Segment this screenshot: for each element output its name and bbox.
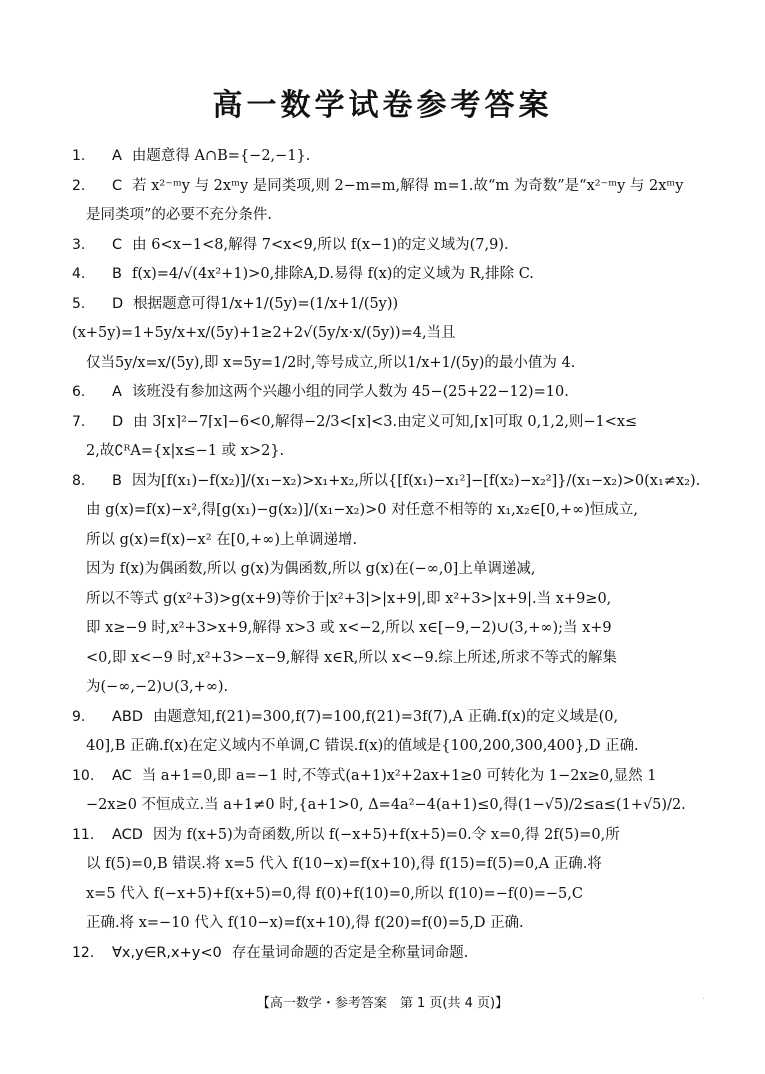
question-number: 7. xyxy=(72,413,86,430)
answer-item xyxy=(72,821,702,939)
answer-item xyxy=(72,260,702,290)
answer-item xyxy=(72,142,702,172)
explanation-text: 因为 f(x+5)为奇函数,所以 f(−x+5)+f(x+5)=0.令 x=0,得 2f(5)=0,所 xyxy=(152,826,620,843)
answer-line xyxy=(72,231,702,261)
explanation-line: 由 g(x)=f(x)−x²,得[g(x₁)−g(x₂)]/(x₁−x₂)>0 对任意不相等的 x₁,x₂∈[0,+∞)恒成立, xyxy=(86,502,639,518)
explanation-line: 2,故∁ᴿA={x|x≤−1 或 x>2}. xyxy=(86,443,285,459)
question-number: 8. xyxy=(72,472,86,489)
question-number: 2. xyxy=(72,177,86,194)
scan-mark: · xyxy=(701,994,705,1005)
answer-list xyxy=(72,142,702,968)
explanation-line: 正确.将 x=−10 代入 f(10−x)=f(x+10),得 f(20)=f(0)=5,D 正确. xyxy=(86,915,524,931)
explanation-line: 因为 f(x)为偶函数,所以 g(x)为偶函数,所以 g(x)在(−∞,0]上单调递减, xyxy=(86,561,536,577)
explanation-text: 若 x²⁻ᵐy 与 2xᵐy 是同类项,则 2−m=m,解得 m=1.故“m 为奇数”是“x²⁻ᵐy 与 2xᵐy xyxy=(132,177,684,194)
explanation-line: 为(−∞,−2)∪(3,+∞). xyxy=(86,679,229,695)
question-number: 3. xyxy=(72,236,86,253)
answer-choice: ACD xyxy=(112,826,143,843)
explanation-line: 40],B 正确.f(x)在定义域内不单调,C 错误.f(x)的值域是{100,200,300,400},D 正确. xyxy=(86,738,639,754)
question-number: 5. xyxy=(72,295,86,312)
explanation-text: 因为[f(x₁)−f(x₂)]/(x₁−x₂)>x₁+x₂,所以{[f(x₁)−x₁²]−[f(x₂)−x₂²]}/(x₁−x₂)>0(x₁≠x₂). xyxy=(131,472,701,489)
question-number: 10. xyxy=(72,767,95,784)
answer-item xyxy=(72,290,702,379)
explanation-text: 由 3⌈x⌉²−7⌈x⌉−6<0,解得−2/3<⌈x⌉<3.由定义可知,⌈x⌉可取 0,1,2,则−1<x≤ xyxy=(133,413,638,430)
explanation-line: 即 x≥−9 时,x²+3>x+9,解得 x>3 或 x<−2,所以 x∈[−9,−2)∪(3,+∞);当 x+9 xyxy=(86,620,612,636)
explanation-text: 由 6<x−1<8,解得 7<x<9,所以 f(x−1)的定义域为(7,9). xyxy=(132,236,509,253)
answer-line xyxy=(72,703,702,733)
answer-item xyxy=(72,467,702,703)
answer-choice: C xyxy=(112,236,123,253)
explanation-line: 是同类项”的必要不充分条件. xyxy=(86,207,273,223)
explanation-line: 所以 g(x)=f(x)−x² 在[0,+∞)上单调递增. xyxy=(86,531,358,548)
question-number: 6. xyxy=(72,384,86,400)
answer-choice: ABD xyxy=(112,708,144,725)
explanation-line: 以 f(5)=0,B 错误.将 x=5 代入 f(10−x)=f(x+10),得 f(15)=f(5)=0,A 正确.将 xyxy=(86,856,602,872)
answer-item xyxy=(72,172,702,231)
explanation-text: f(x)=4/√(4x²+1)>0,排除A,D.易得 f(x)的定义域为 R,排除 C. xyxy=(131,266,534,282)
page-title: 高一数学试卷参考答案 xyxy=(212,88,553,123)
answer-item xyxy=(72,378,702,408)
explanation-text: 当 a+1=0,即 a=−1 时,不等式(a+1)x²+2ax+1≥0 可转化为 1−2x≥0,显然 1 xyxy=(141,767,657,784)
explanation-text: 存在量词命题的否定是全称量词命题. xyxy=(231,944,469,961)
answer-choice: C xyxy=(112,177,123,194)
explanation-text: 根据题意可得1/x+1/(5y)=(1/x+1/(5y))(x+5y)=1+5y/x+x/(5y)+1≥2+2√(5y/x·x/(5y))=4,当且 xyxy=(72,295,456,341)
answer-choice: ∀x,y∈R,x+y<0 xyxy=(112,944,222,961)
explanation-text: 由题意得 A∩B={−2,−1}. xyxy=(131,148,311,164)
question-number: 9. xyxy=(72,708,86,725)
explanation-line: x=5 代入 f(−x+5)+f(x+5)=0,得 f(0)+f(10)=0,所以 f(10)=−f(0)=−5,C xyxy=(86,885,583,902)
explanation-line: −2x≥0 不恒成立.当 a+1≠0 时,{a+1>0, Δ=4a²−4(a+1)≤0,得(1−√5)/2≤a≤(1+√5)/2. xyxy=(86,797,686,813)
answer-item xyxy=(72,231,702,261)
answer-line xyxy=(72,467,702,497)
page-footer: 【高一数学・参考答案 第 1 页(共 4 页)】 xyxy=(256,996,509,1011)
question-number: 4. xyxy=(72,266,86,282)
answer-item xyxy=(72,703,702,762)
answer-line xyxy=(72,260,702,290)
answer-item xyxy=(72,762,702,821)
explanation-line: <0,即 x<−9 时,x²+3>−x−9,解得 x∈R,所以 x<−9.综上所述,所求不等式的解集 xyxy=(86,649,617,666)
answer-choice: B xyxy=(112,266,122,282)
question-number: 12. xyxy=(72,944,95,961)
answer-line xyxy=(72,142,702,172)
explanation-text: 由题意知,f(21)=300,f(7)=100,f(21)=3f(7),A 正确.f(x)的定义域是(0, xyxy=(153,708,619,725)
question-number: 11. xyxy=(72,826,95,843)
answer-choice: D xyxy=(112,295,124,312)
answer-line xyxy=(72,290,702,349)
answer-line xyxy=(72,939,702,969)
explanation-text: 该班没有参加这两个兴趣小组的同学人数为 45−(25+22−12)=10. xyxy=(131,384,569,400)
answer-line xyxy=(72,378,702,408)
answer-choice: A xyxy=(112,148,122,164)
answer-choice: A xyxy=(112,384,122,400)
explanation-line: 所以不等式 g(x²+3)>g(x+9)等价于|x²+3|>|x+9|,即 x²+3>|x+9|.当 x+9≥0, xyxy=(86,590,612,607)
answer-line xyxy=(72,172,702,202)
answer-line xyxy=(72,821,702,851)
answer-choice: AC xyxy=(112,767,132,784)
explanation-line: 仅当5y/x=x/(5y),即 x=5y=1/2时,等号成立,所以1/x+1/(5y)的最小值为 4. xyxy=(86,354,576,371)
answer-item xyxy=(72,939,702,969)
question-number: 1. xyxy=(72,148,86,164)
answer-line xyxy=(72,408,702,438)
answer-line xyxy=(72,762,702,792)
answer-choice: B xyxy=(112,472,122,489)
answer-choice: D xyxy=(112,413,124,430)
answer-item xyxy=(72,408,702,467)
